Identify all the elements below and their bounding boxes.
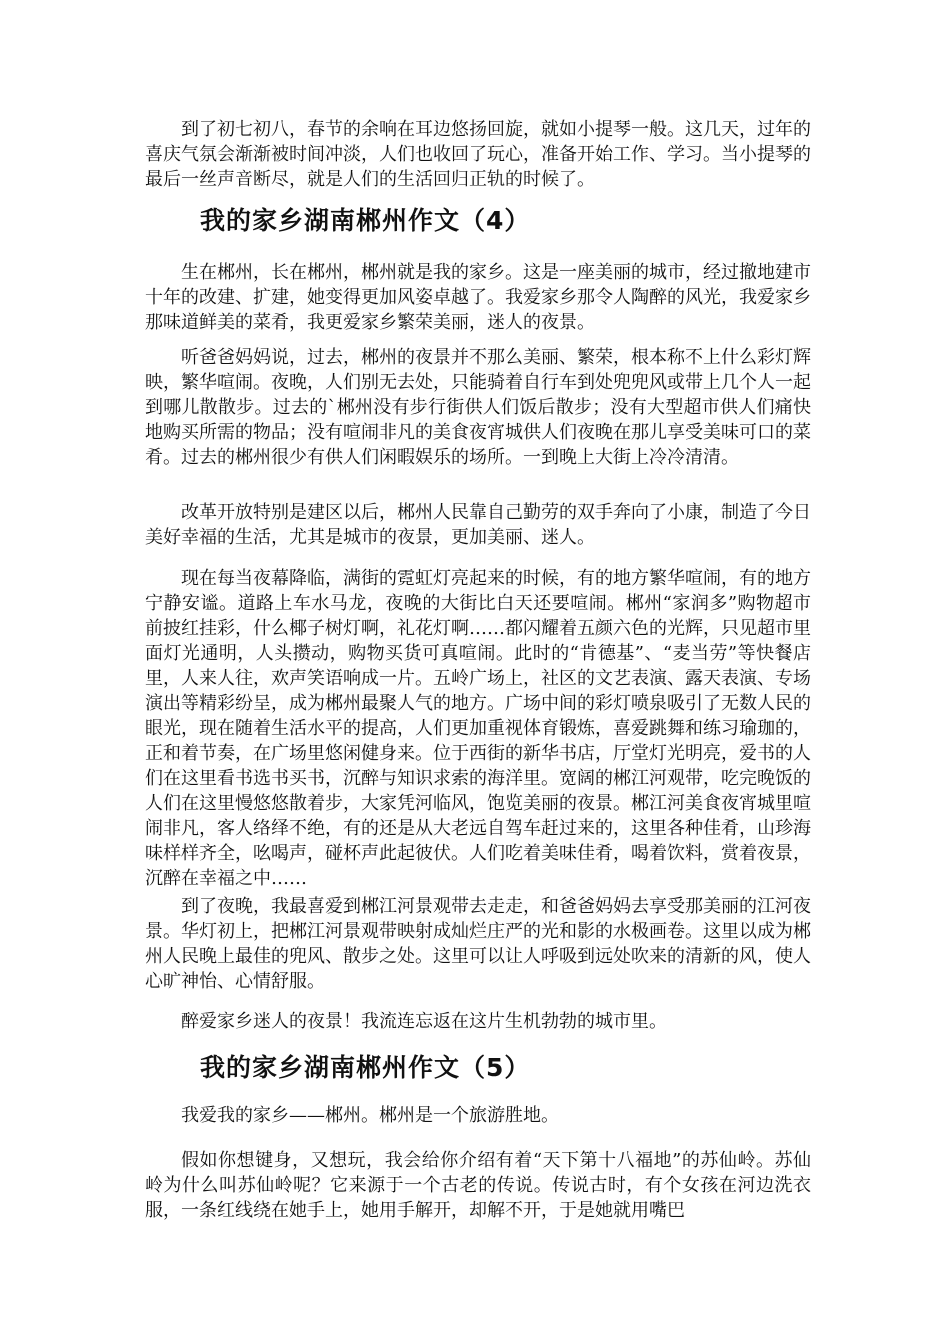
essay-4-paragraph-1: 生在郴州，长在郴州，郴州就是我的家乡。这是一座美丽的城市，经过撤地建市十年的改建、扩建，她变得更加风姿卓越了。我爱家乡那令人陶醉的风光，我爱家乡那味道鲜美的菜肴，我更爱家乡繁荣美丽，迷人的夜景。 [145, 262, 811, 333]
essay-4-paragraph-6: 醉爱家乡迷人的夜景！我流连忘返在这片生机勃勃的城市里。 [181, 1011, 667, 1032]
essay-4-paragraph-2: 听爸爸妈妈说，过去，郴州的夜景并不那么美丽、繁荣，根本称不上什么彩灯辉映，繁华喧闹。夜晚，人们别无去处，只能骑着自行车到处兜兜风或带上几个人一起到哪儿散散步。过去的`郴州没有步行街供人们饭后散步；没有大型超市供人们痛快地购买所需的物品；没有喧闹非凡的美食夜宵城供人们夜晚在那儿享受美味可口的菜肴。过去的郴州很少有供人们闲暇娱乐的场所。一到晚上大街上冷冷清清。 [145, 347, 811, 468]
essay-5-paragraph-2: 假如你想键身，又想玩，我会给你介绍有着“天下第十八福地”的苏仙岭。苏仙岭为什么叫苏仙岭呢？它来源于一个古老的传说。传说古时，有个女孩在河边洗衣服，一条红线绕在她手上，她用手解开，却解不开，于是她就用嘴巴 [145, 1150, 811, 1221]
essay-4-title: 我的家乡湖南郴州作文（4） [200, 206, 531, 235]
essay-4-paragraph-3: 改革开放特别是建区以后，郴州人民靠自己勤劳的双手奔向了小康，制造了今日美好幸福的生活，尤其是城市的夜景，更加美丽、迷人。 [145, 502, 811, 548]
essay-5-paragraph-1: 我爱我的家乡——郴州。郴州是一个旅游胜地。 [181, 1105, 559, 1126]
essay-4-paragraph-5: 到了夜晚，我最喜爱到郴江河景观带去走走，和爸爸妈妈去享受那美丽的江河夜景。华灯初上，把郴江河景观带映射成灿烂庄严的光和影的水极画卷。这里以成为郴州人民晚上最佳的兜风、散步之处。这里可以让人呼吸到远处吹来的清新的风，使人心旷神怡、心情舒服。 [145, 896, 811, 992]
intro-paragraph: 到了初七初八，春节的余响在耳边悠扬回旋，就如小提琴一般。这几天，过年的喜庆气氛会渐渐被时间冲淡，人们也收回了玩心，准备开始工作、学习。当小提琴的最后一丝声音断尽，就是人们的生活回归正轨的时候了。 [145, 119, 811, 190]
essay-5-title: 我的家乡湖南郴州作文（5） [200, 1053, 531, 1082]
essay-4-paragraph-4: 现在每当夜幕降临，满街的霓虹灯亮起来的时候，有的地方繁华喧闹，有的地方宁静安谧。道路上车水马龙，夜晚的大街比白天还要喧闹。郴州“家润多”购物超市前披红挂彩，什么椰子树灯啊，礼花灯啊……都闪耀着五颜六色的光辉，只见超市里面灯光通明，人头攒动，购物买货可真喧闹。此时的“肯德基”、“麦当劳”等快餐店里，人来人往，欢声笑语响成一片。五岭广场上，社区的文艺表演、露天表演、专场演出等精彩纷呈，成为郴州最聚人气的地方。广场中间的彩灯喷泉吸引了无数人民的眼光，现在随着生活水平的提高，人们更加重视体育锻炼，喜爱跳舞和练习瑜珈的，正和着节奏，在广场里悠闲健身来。位于西街的新华书店，厅堂灯光明亮，爱书的人们在这里看书选书买书，沉醉与知识求索的海洋里。宽阔的郴江河观带，吃完晚饭的人们在这里慢悠悠散着步，大家凭河临风，饱览美丽的夜景。郴江河美食夜宵城里喧闹非凡，客人络绎不绝，有的还是从大老远自驾车赶过来的，这里各种佳肴，山珍海味样样齐全，吆喝声，碰杯声此起彼伏。人们吃着美味佳肴，喝着饮料，赏着夜景，沉醉在幸福之中…… [145, 568, 811, 889]
